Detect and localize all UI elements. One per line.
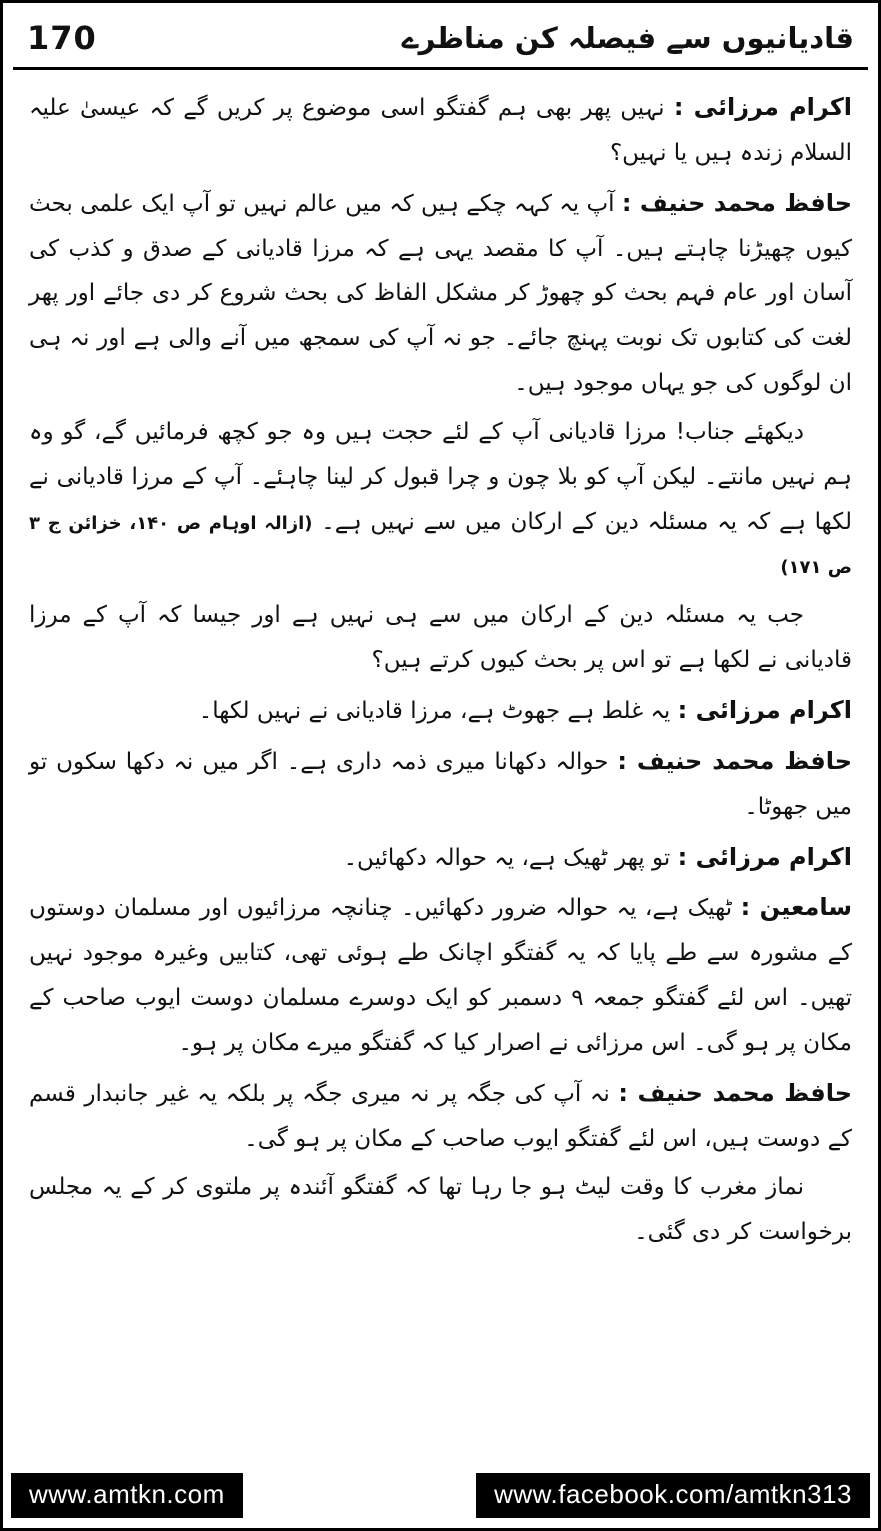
page-footer [3,1467,878,1528]
narration-paragraph [29,1165,852,1255]
paragraph-text: نہیں پھر بھی ہم گفتگو اسی موضوع پر کریں گے کہ عیسیٰ علیہ السلام زندہ ہیں یا نہیں؟ [29,95,852,166]
page-title: قادیانیوں سے فیصلہ کن مناظرے [401,21,854,55]
speaker-name: حافظ محمد حنیف : [618,1078,853,1107]
footer-website-url: www.amtkn.com [11,1473,243,1518]
citation-reference: (ازالہ اوہام ص ۱۴۰، خزائن ج ۳ ص ۱۷۱) [29,512,852,579]
dialogue-paragraph [29,84,852,176]
speaker-name: اکرام مرزائی : [673,93,853,121]
dialogue-paragraph [29,687,852,734]
dialogue-paragraph [29,180,852,406]
speaker-name: حافظ محمد حنیف : [621,188,852,217]
speaker-name: اکرام مرزائی : [677,695,852,724]
dialogue-paragraph [29,738,852,830]
page-number: 170 [27,19,97,57]
dialogue-paragraph [29,834,852,881]
paragraph-text: دیکھئے جناب! مرزا قادیانی آپ کے لئے حجت ہیں وہ جو کچھ فرمائیں گے، گو وہ ہم نہیں مانتے۔ لیکن آپ کو بلا چون و چرا قبول کر لینا چاہئے۔ آپ کے مرزا قادیانی نے لکھا ہے کہ یہ مسئلہ دین کے ارکان میں سے نہیں ہے۔ [29,418,852,535]
dialogue-paragraph [29,1070,852,1162]
paragraph-text: آپ یہ کہہ چکے ہیں کہ میں عالم نہیں تو آپ ایک علمی بحث کیوں چھیڑنا چاہتے ہیں۔ آپ کا مقصد یہی ہے کہ مرزا قادیانی کے صدق و کذب کی آسان اور عام فہم بحث کو چھوڑ کر مشکل الفاظ کی بحث شروع کر دی جائے اور پھر لغت کی کتابوں تک نوبت پہنچ جائے۔ جو نہ آپ کی سمجھ میں آنے والی ہے اور نہ ہی ان لوگوں کی جو یہاں موجود ہیں۔ [29,190,852,397]
paragraph-text: نماز مغرب کا وقت لیٹ ہو جا رہا تھا کہ گفتگو آئندہ پر ملتوی کر کے یہ مجلس برخواست کر دی گئی۔ [29,1174,852,1246]
paragraph-text: یہ غلط ہے جھوٹ ہے، مرزا قادیانی نے نہیں لکھا۔ [198,697,671,724]
speaker-name: سامعین : [740,893,853,922]
dialogue-paragraph [29,884,852,1065]
paragraph-text: حوالہ دکھانا میری ذمہ داری ہے۔ اگر میں نہ دکھا سکوں تو میں جھوٹا۔ [29,748,852,820]
page-header [3,3,878,67]
speaker-name: اکرام مرزائی : [677,842,852,871]
page-body [3,70,878,1467]
narration-paragraph [29,410,852,589]
footer-facebook-url: www.facebook.com/amtkn313 [476,1473,870,1518]
narration-paragraph [29,593,852,683]
paragraph-text: نہ آپ کی جگہ پر نہ میری جگہ پر بلکہ یہ غیر جانبدار قسم کے دوست ہیں، اس لئے گفتگو ایوب صاحب کے مکان پر ہو گی۔ [29,1080,852,1152]
paragraph-text: ٹھیک ہے، یہ حوالہ ضرور دکھائیں۔ چنانچہ مرزائیوں اور مسلمان دوستوں کے مشورہ سے طے پایا کہ یہ گفتگو اچانک طے ہوئی تھی، کتابیں وغیرہ موجود نہیں تھیں۔ اس لئے گفتگو جمعہ ۹ دسمبر کو ایک دوسرے مسلمان دوست ایوب صاحب کے مکان پر ہو گی۔ اس مرزائی نے اصرار کیا کہ گفتگو میرے مکان پر ہو۔ [29,895,853,1056]
paragraph-text: جب یہ مسئلہ دین کے ارکان میں سے ہی نہیں ہے اور جیسا کہ آپ کے مرزا قادیانی نے لکھا ہے تو اس پر بحث کیوں کرتے ہیں؟ [29,602,852,674]
speaker-name: حافظ محمد حنیف : [617,746,852,775]
paragraph-text: تو پھر ٹھیک ہے، یہ حوالہ دکھائیں۔ [343,844,671,871]
